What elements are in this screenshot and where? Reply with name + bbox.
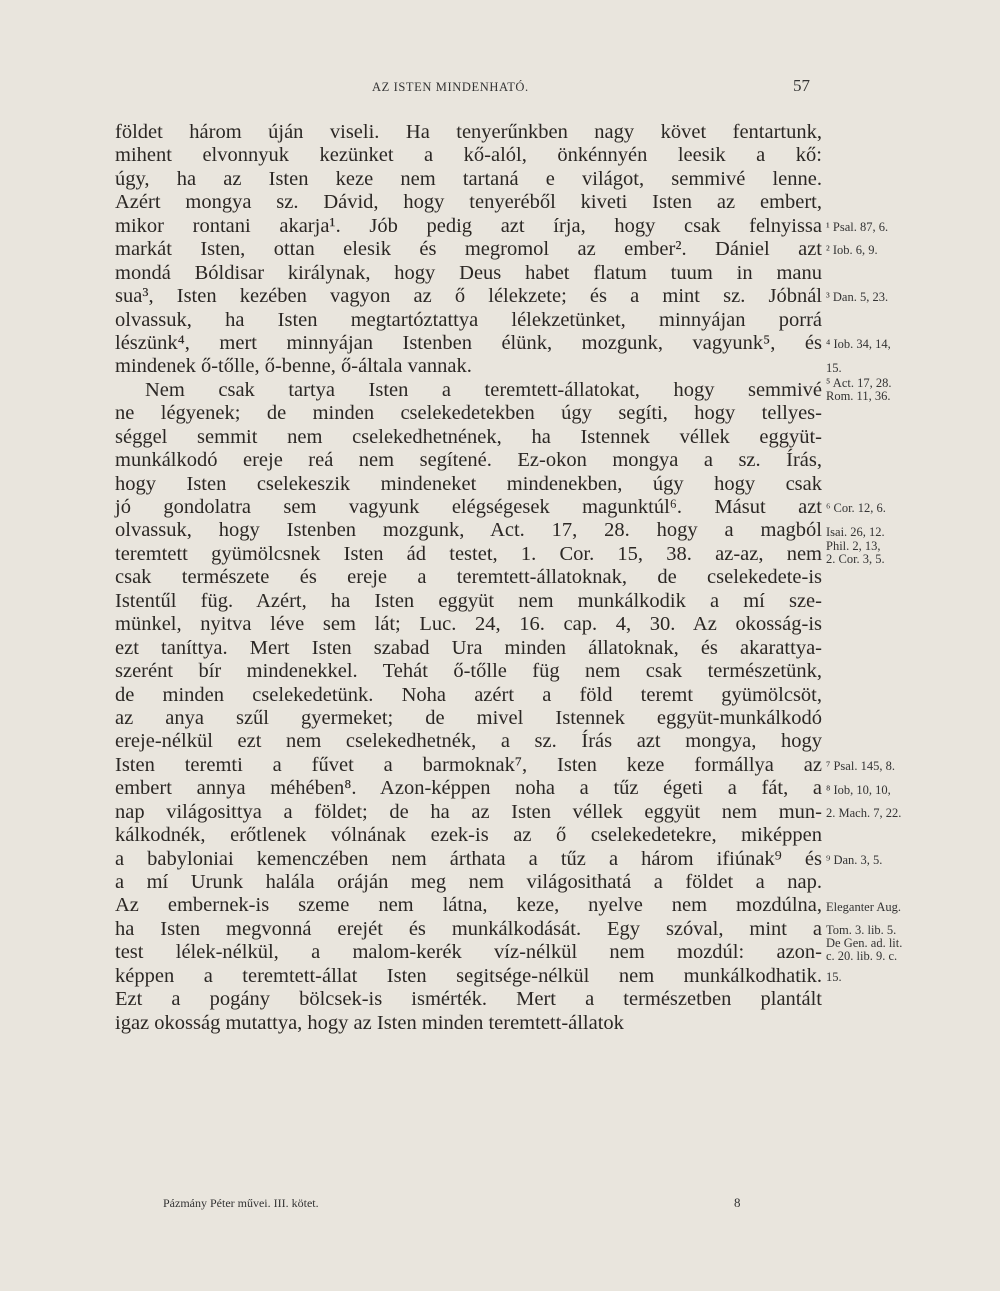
text-line: ezt taníttya. Mert Isten szabad Ura minden állatoknak, és akarattya- <box>115 636 822 659</box>
text-line: ne légyenek; de minden cselekedetekben úgy segíti, hogy tellyes- <box>115 402 822 425</box>
text-line: Az embernek-is szeme nem látna, keze, nyelve nem mozdúlna, <box>115 894 822 917</box>
text-line: a mí Urunk halála oráján meg nem világosithatá a földet a nap. <box>115 871 822 893</box>
text-line: kálkodnék, erőtlenek vólnának ezek-is az ő cselekedetekre, miképpen <box>115 824 822 847</box>
text-line: mondá Bóldisar királynak, hogy Deus habet flatum tuum in manu <box>115 261 822 284</box>
text-line: ha Isten megvonná erejét és munkálkodását. Egy szóval, mint a <box>115 917 822 940</box>
text-line: markát Isten, ottan elesik és megromol az ember². Dániel azt <box>115 238 822 261</box>
margin-note: ¹ Psal. 87, 6. <box>826 219 889 234</box>
text-line: nap világosittya a földet; de ha az Isten véllek eggyüt nem mun- <box>115 800 822 823</box>
text-line: lészünk⁴, mert minnyájan Istenben élünk, mozgunk, vagyunk⁵, és <box>115 331 822 354</box>
text-line: Ezt a pogány bölcsek-is ismérték. Mert a természetben plantált <box>115 988 822 1011</box>
text-line: képpen a teremtett-állat Isten segitsége-nélkül nem munkálkodhatik. <box>115 964 822 987</box>
text-line: test lélek-nélkül, a malom-kerék víz-nélkül nem mozdúl: azon- <box>115 941 822 964</box>
margin-note: Isai. 26, 12. <box>826 524 885 539</box>
margin-note: 15. <box>826 970 842 985</box>
text-line: a babyloniai kemenczében nem árthata a tűz a három ifiúnak⁹ és <box>115 847 822 870</box>
margin-note: Tom. 3. lib. 5. <box>826 923 897 938</box>
text-line: teremtett gyümölcsnek Isten ád testet, 1. Cor. 15, 38. az-az, nem <box>115 542 822 565</box>
margin-note: ⁹ Dan. 3, 5. <box>826 852 883 867</box>
text-line: szerént bír mindenekkel. Tehát ő-tőlle füg nem csak természetünk, <box>115 660 822 683</box>
text-line: ereje-nélkül ezt nem cselekedhetnék, a sz. Írás azt mongya, hogy <box>115 730 822 753</box>
text-line: munkálkodó ereje reá nem segítené. Ez-okon mongya a sz. Írás, <box>115 449 822 472</box>
text-line: igaz okosság mutattya, hogy az Isten minden teremtett-állatok <box>115 1011 624 1034</box>
text-line: földet három úján viseli. Ha tenyerűnkben nagy követ fentartunk, <box>115 121 822 143</box>
margin-note: Rom. 11, 36. <box>826 388 891 403</box>
margin-note: 15. <box>826 360 842 375</box>
text-line: jó gondolatra sem vagyunk elégségesek magunktúl⁶. Másut azt <box>115 496 822 518</box>
text-line: Azért mongya sz. Dávid, hogy tenyeréből kiveti Isten az embert, <box>115 191 822 214</box>
margin-note: Phil. 2, 13, <box>826 538 881 553</box>
text-line: mindenek ő-tőlle, ő-benne, ő-általa vannak. <box>115 355 472 378</box>
margin-note: ⁴ Iob. 34, 14, <box>826 337 891 352</box>
text-line: hogy Isten cselekeszik mindeneket mindenekben, úgy hogy csak <box>115 472 822 495</box>
text-line: münkel, nyitva léve sem lát; Luc. 24, 16. cap. 4, 30. Az okosság-is <box>115 613 822 636</box>
margin-note: Eleganter Aug. <box>826 899 901 914</box>
text-line: embert annya méhében⁸. Azon-képpen noha a tűz égeti a fát, a <box>115 777 822 800</box>
margin-note: ² Iob. 6, 9. <box>826 243 878 258</box>
text-line: mihent elvonnyuk kezünket a kő-alól, önkénnyén leesik a kő: <box>115 144 822 167</box>
margin-note: ³ Dan. 5, 23. <box>826 290 889 305</box>
text-line: olvassuk, hogy Istenben mozgunk, Act. 17, 28. hogy a magból <box>115 519 822 542</box>
margin-note: c. 20. lib. 9. c. <box>826 949 898 964</box>
margin-note: ⁷ Psal. 145, 8. <box>826 759 895 774</box>
text-line: Istentűl füg. Azért, ha Isten eggyüt nem munkálkodik a mí sze- <box>115 589 822 612</box>
margin-note: ⁵ Act. 17, 28. <box>826 375 892 390</box>
text-line: csak természete és ereje a teremtett-állatoknak, de cselekedete-is <box>115 566 822 589</box>
margin-note: De Gen. ad. lit. <box>826 936 903 951</box>
text-line: úgy, ha az Isten keze nem tartaná e világot, semmivé lenne. <box>115 167 822 190</box>
text-line: Nem csak tartya Isten a teremtett-állatokat, hogy semmivé <box>145 378 822 401</box>
body-text <box>115 121 822 1035</box>
margin-note: 2. Mach. 7, 22. <box>826 806 902 821</box>
text-line: sua³, Isten kezében vagyon az ő lélekzete; és a mint sz. Jóbnál <box>115 285 822 308</box>
text-line: Isten teremti a fűvet a barmoknak⁷, Isten keze formállya az <box>115 753 822 776</box>
text-line: mikor rontani akarja¹. Jób pedig azt írja, hogy csak felnyissa <box>115 214 822 237</box>
margin-note: 2. Cor. 3, 5. <box>826 551 885 566</box>
text-line: az anya szűl gyermeket; de mivel Istennek eggyüt-munkálkodó <box>115 706 822 729</box>
margin-note: ⁸ Iob, 10, 10, <box>826 782 891 797</box>
text-line: séggel semmit nem cselekedhetnének, ha Istennek véllek eggyüt- <box>115 425 822 448</box>
running-title: AZ ISTEN MINDENHATÓ. <box>372 80 529 94</box>
text-line: de minden cselekedetünk. Noha azért a föld teremt gyümölcsöt, <box>115 683 822 706</box>
margin-note: ⁶ Cor. 12, 6. <box>826 501 886 516</box>
text-line: olvassuk, ha Isten megtartóztattya lélekzetünket, minnyájan porrá <box>115 308 822 331</box>
footer-signature-number: 8 <box>734 1195 741 1210</box>
page-number: 57 <box>793 76 810 95</box>
footer-signature: Pázmány Péter művei. III. kötet. <box>163 1196 319 1210</box>
